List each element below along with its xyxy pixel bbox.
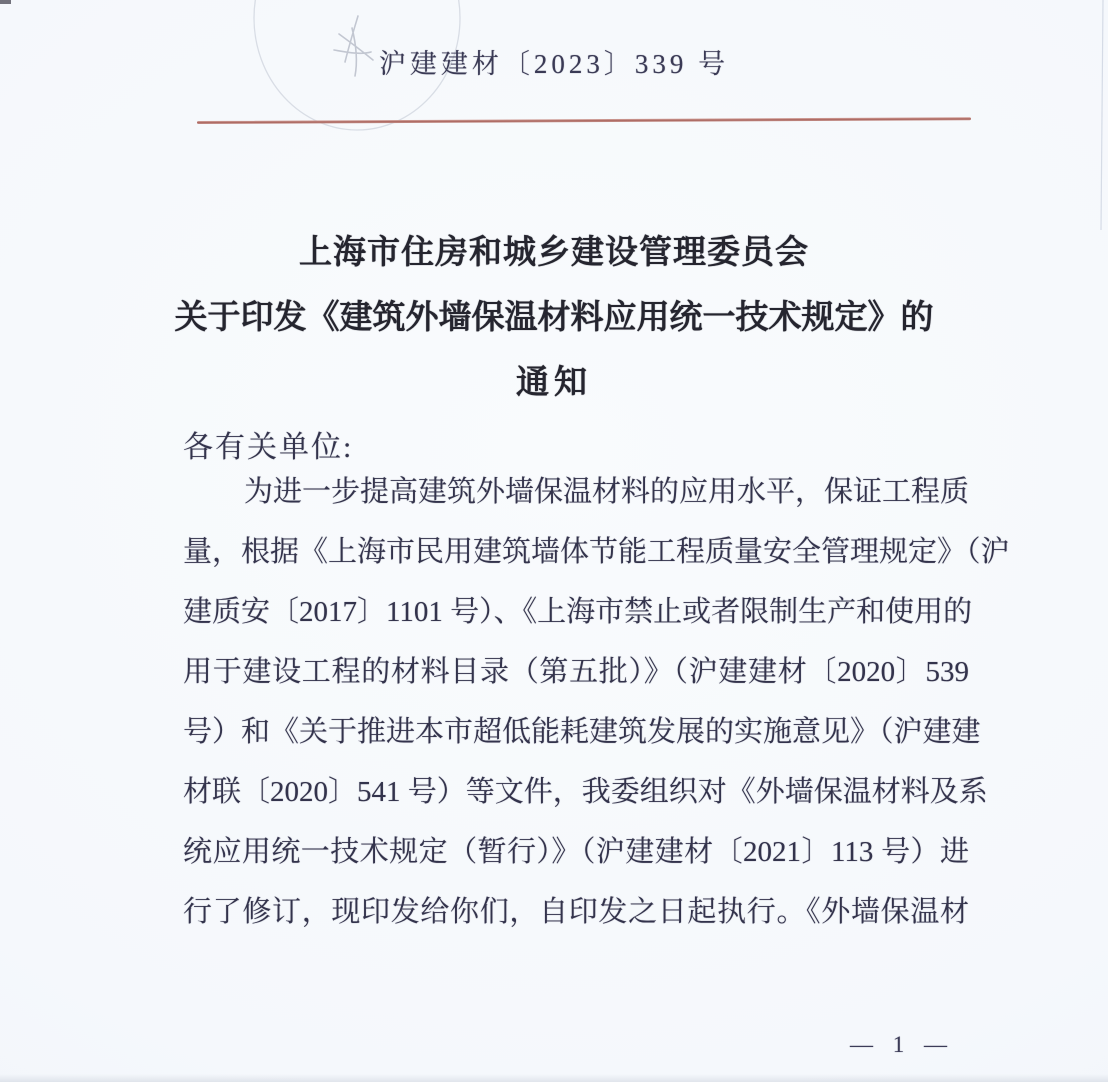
body-line-2: 量，根据《上海市民用建筑墙体节能工程质量安全管理规定》（沪 <box>183 536 1010 568</box>
body-paragraph <box>183 462 1010 942</box>
body-line-7: 统应用统一技术规定（暂行）》（沪建建材〔2021〕113 号）进 <box>183 836 969 868</box>
document-number: 沪建建材〔2023〕339 号 <box>378 49 730 79</box>
title-subject: 关于印发《建筑外墙保温材料应用统一技术规定》的 <box>174 300 934 336</box>
body-line-3: 建质安〔2017〕1101 号）、《上海市禁止或者限制生产和使用的 <box>183 596 973 628</box>
body-line-5: 号）和《关于推进本市超低能耗建筑发展的实施意见》（沪建建 <box>183 716 981 748</box>
title-issuer: 上海市住房和城乡建设管理委员会 <box>299 235 809 271</box>
right-edge-scan-line <box>1101 0 1103 230</box>
red-separator-line <box>197 117 971 124</box>
title-notice-word: 通知 <box>516 365 592 401</box>
page-number: — 1 — <box>850 1032 954 1057</box>
salutation: 各有关单位: <box>183 431 354 464</box>
corner-scan-mark <box>0 0 11 4</box>
body-line-8: 行了修订，现印发给你们，自印发之日起执行。《外墙保温材 <box>183 896 969 928</box>
body-line-1: 为进一步提高建筑外墙保温材料的应用水平，保证工程质 <box>244 476 970 508</box>
body-line-6: 材联〔2020〕541 号）等文件，我委组织对《外墙保温材料及系 <box>183 776 988 808</box>
body-line-4: 用于建设工程的材料目录（第五批）》（沪建建材〔2020〕539 <box>183 656 969 688</box>
document-title <box>0 221 1108 416</box>
